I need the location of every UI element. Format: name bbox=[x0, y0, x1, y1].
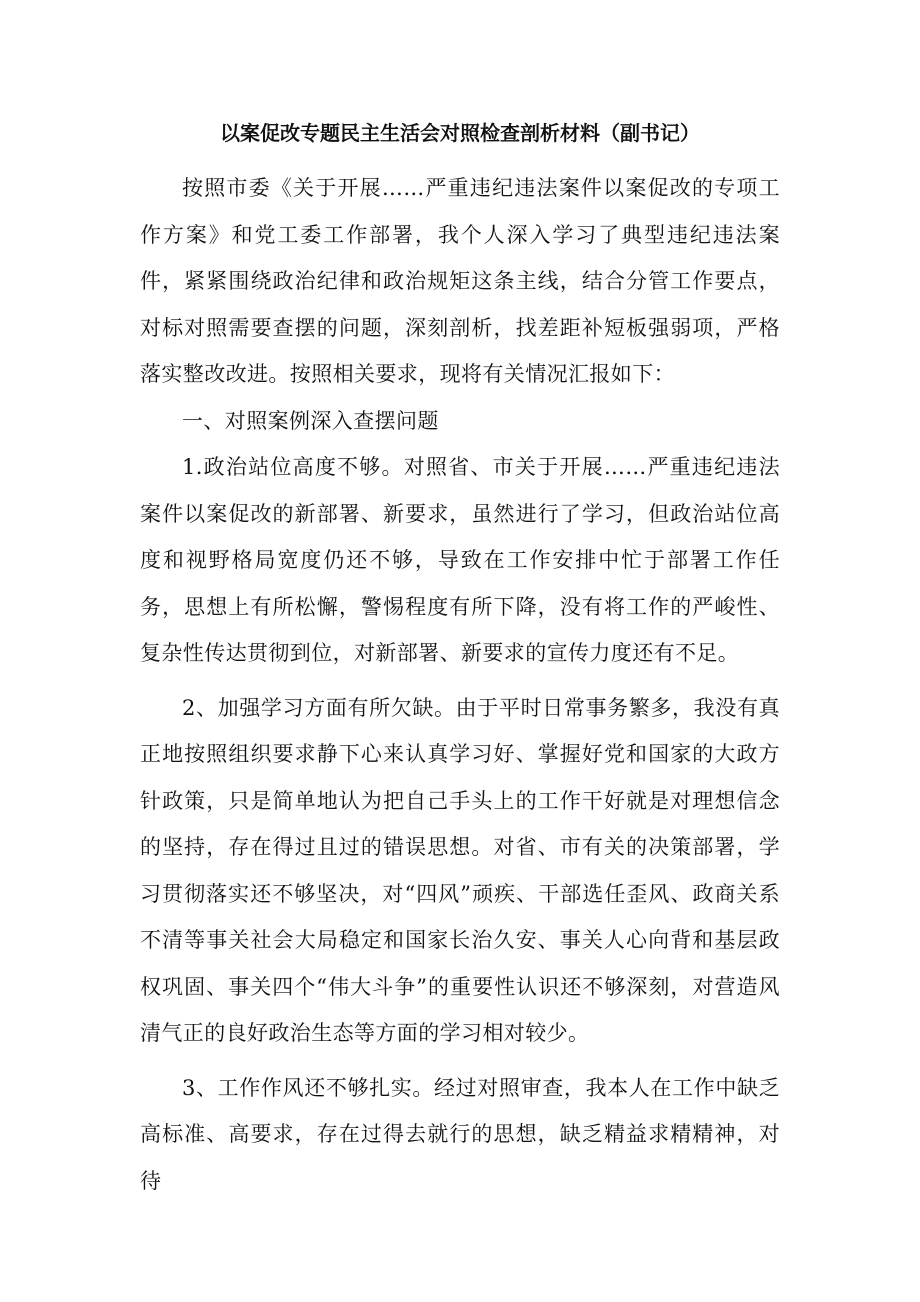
document-title: 以案促改专题民主生活会对照检查剖析材料（副书记） bbox=[220, 121, 700, 145]
document-body bbox=[140, 165, 780, 1204]
section-heading-1: 一、对照案例深入查摆问题 bbox=[182, 408, 439, 433]
paragraph-intro: 按照市委《关于开展……严重违纪违法案件以案促改的专项工作方案》和党工委工作部署，我个人深入学习了典型违纪违法案件，紧紧围绕政治纪律和政治规矩这条主线，结合分管工作要点，对标对照需要查摆的问题，深刻剖析，找差距补短板强弱项，严格落实整改改进。按照相关要求，现将有关情况汇报如下： bbox=[140, 176, 780, 386]
paragraph-item-2: 2、加强学习方面有所欠缺。由于平时日常事务繁多，我没有真正地按照组织要求静下心来认真学习好、掌握好党和国家的大政方针政策，只是简单地认为把自己手头上的工作干好就是对理想信念的坚持，存在得过且过的错误思想。对省、市有关的决策部署，学习贯彻落实还不够坚决，对“四风”顽疾、干部选任歪风、政商关系不清等事关社会大局稳定和国家长治久安、事关人心向背和基层政权巩固、事关四个“伟大斗争”的重要性认识还不够深刻，对营造风清气正的良好政治生态等方面的学习相对较少。 bbox=[140, 695, 780, 1045]
paragraph-item-3: 3、工作作风还不够扎实。经过对照审查，我本人在工作中缺乏高标准、高要求，存在过得去就行的思想，缺乏精益求精精神，对待 bbox=[140, 1075, 780, 1193]
paragraph-item-1: 1.政治站位高度不够。对照省、市关于开展……严重违纪违法案件以案促改的新部署、新要求，虽然进行了学习，但政治站位高度和视野格局宽度仍还不够，导致在工作安排中忙于部署工作任务，思想上有所松懈，警惕程度有所下降，没有将工作的严峻性、复杂性传达贯彻到位，对新部署、新要求的宣传力度还有不足。 bbox=[140, 455, 780, 665]
